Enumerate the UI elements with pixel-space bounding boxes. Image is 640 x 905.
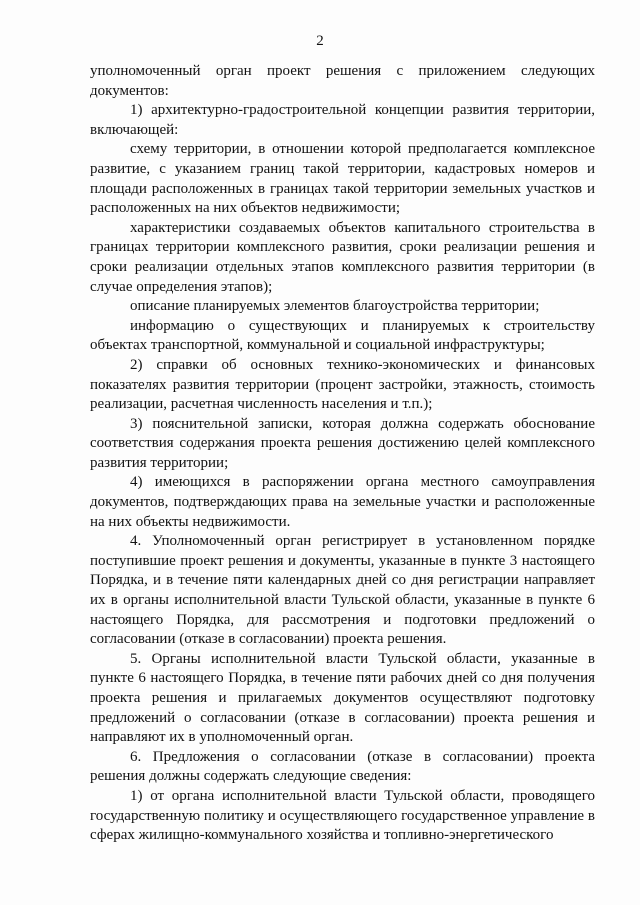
paragraph-item-4: 4) имеющихся в распоряжении органа местного самоуправления документов, подтверждающих права на земельные участки и расположенные на них объекты недвижимости. <box>90 474 595 530</box>
paragraph-clause-6-item-1: 1) от органа исполнительной власти Тульской области, проводящего государственную политику и осуществляющего государственное управление в сферах жилищно-коммунального хозяйства и топливно-энергетического <box>90 787 595 844</box>
paragraph-item-3: 3) пояснительной записки, которая должна содержать обоснование соответствия содержания проекта решения достижению целей комплексного развития территории; <box>90 415 595 471</box>
paragraph-clause-6: 6. Предложения о согласовании (отказе в согласовании) проекта решения должны содержать следующие сведения: <box>90 748 595 785</box>
paragraph-territory-scheme: схему территории, в отношении которой предполагается комплексное развитие, с указанием границ такой территории, кадастровых номеров и площади расположенных в границах такой территории земельных участков и расположенных на них объектов недвижимости; <box>90 141 595 217</box>
paragraph-characteristics: характеристики создаваемых объектов капитального строительства в границах территории комплексного развития, сроки реализации решения и сроки реализации отдельных этапов комплексного развития территории (в случае определения этапов); <box>90 219 595 295</box>
paragraph-clause-5: 5. Органы исполнительной власти Тульской области, указанные в пункте 6 настоящего Порядка, в течение пяти рабочих дней со дня получения проекта решения и прилагаемых документов осуществляют подготовку предложений о согласовании (отказе в согласовании) проекта решения и направляют их в уполномоченный орган. <box>90 650 595 746</box>
page-number: 2 <box>316 33 324 49</box>
paragraph-improvement-elements: описание планируемых элементов благоустройства территории; <box>130 298 540 315</box>
paragraph-item-1: 1) архитектурно-градостроительной концепции развития территории, включающей: <box>90 102 595 138</box>
paragraph-item-2: 2) справки об основных технико-экономических и финансовых показателях развития территории (процент застройки, этажность, стоимость реализации, расчетная численность населения и т.п.); <box>90 356 595 413</box>
document-body <box>90 62 595 846</box>
paragraph-infrastructure-info: информацию о существующих и планируемых к строительству объектах транспортной, коммунальной и социальной инфраструктуры; <box>90 317 595 354</box>
paragraph-clause-4: 4. Уполномоченный орган регистрирует в установленном порядке поступившие проект решения и документы, указанные в пункте 3 настоящего Порядка, и в течение пяти календарных дней со дня регистрации направляет их в органы исполнительной власти Тульской области, указанные в пункте 6 настоящего Порядка, для рассмотрения и подготовки предложений о согласовании (отказе в согласовании) проекта решения. <box>90 533 595 648</box>
paragraph-continuation: уполномоченный орган проект решения с приложением следующих документов: <box>90 63 595 99</box>
